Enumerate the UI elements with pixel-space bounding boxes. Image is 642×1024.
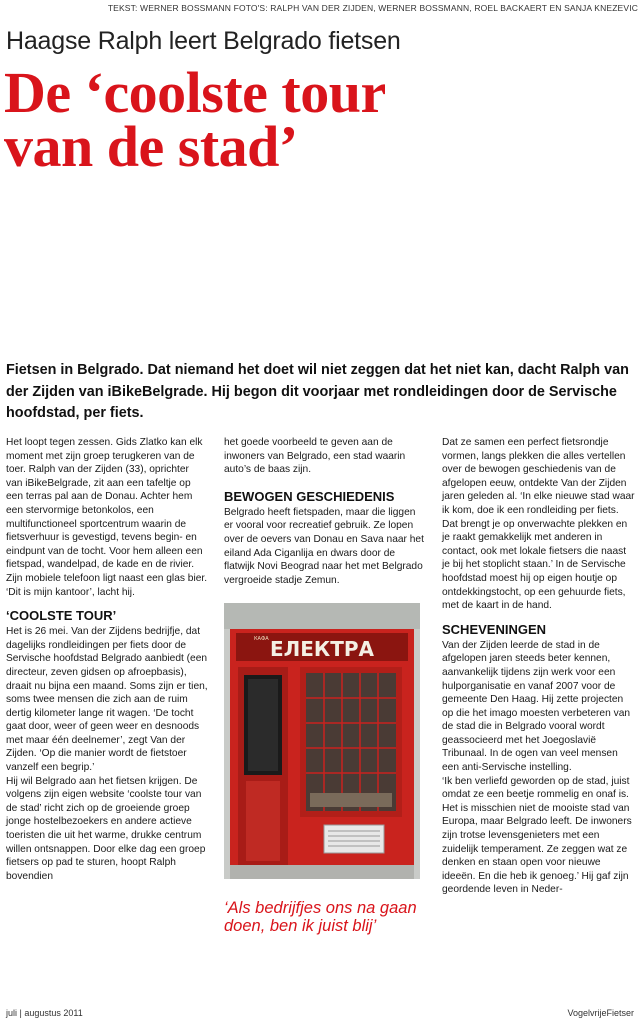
pull-quote: ‘Als bedrijfjes ons na gaan doen, ben ik juist blij’ (224, 899, 417, 936)
paragraph: Dat ze samen een perfect fietsrondje vormen, langs plekken die alles vertellen over de bewogen geschiedenis van de afgelopen eeuw, ontdekte Van der Zijden jaren geleden al. ‘In elke nieuwe stad waar ik kom, doe ik een rondleiding per fiets. Dat brengt je op onverwachte plekken en je raakt gemakkelijk met anderen in contact, ook met lokale fietsers die naast je bij het stoplicht staan.’ In de Servische hoofdstad moest hij op eigen houtje op ontdekkingstocht, op een gehuurde fiets, met de kaart in de hand. (442, 437, 635, 612)
article-headline (4, 60, 624, 179)
headline-line-2: van de stad’ (4, 114, 298, 179)
paragraph: het goede voorbeeld te geven aan de inwoners van Belgrado, een stad waarin auto’s de baas zijn. (224, 437, 406, 476)
paragraph: ‘Ik ben verliefd geworden op de stad, juist omdat ze een beetje rommelig en onaf is. Het is misschien niet de mooiste stad van Europa, maar Belgrado leeft. De inwoners zijn trotse levensgenieters met een zuidelijk temperament. Ze zeggen wat ze denken en staan open voor nieuwe ideeën. En die heb ik genoeg.’ Hij gaf zijn geordende leven in Neder- (442, 775, 632, 896)
article-intro: Fietsen in Belgrado. Dat niemand het doet wil niet zeggen dat het niet kan, dacht Ralph van der Zijden van iBikeBelgrade. Hij begon dit voorjaar met rondleidingen door de Servische hoofdstad, per fiets. (6, 362, 629, 421)
column-1 (6, 436, 208, 883)
shop-facade-illustration (224, 603, 420, 879)
subheading-bewogen-geschiedenis: BEWOGEN GESCHIEDENIS (224, 488, 395, 504)
article-kicker: Haagse Ralph leert Belgrado fietsen (6, 27, 401, 55)
footer-magazine-name: VogelvrijeFietser (567, 1008, 634, 1018)
paragraph: Van der Zijden leerde de stad in de afgelopen jaren steeds beter kennen, aanvankelijk tijdens zijn werk voor een hulporganisatie en vanaf 2007 voor de gemeente Den Haag. Hij zette projecten op die het imago moesten verbeteren van de stad die in Belgrado vooral wordt geassocieerd met het Joegoslavië Tribunaal. In de ogen van veel mensen een anti-Servische instelling. (442, 639, 631, 774)
paragraph: Hij wil Belgrado aan het fietsen krijgen. De volgens zijn eigen website ‘coolste tour van de stad’ richt zich op de groeiende groep jonge hostelbezoekers en andere actieve toeristen die uit het warme, drukke centrum willen ontsnappen. Door elke dag een groep fietsers op pad te sturen, hoopt Ralph bovendien (6, 775, 206, 882)
column-3 (442, 436, 636, 897)
headline-line-1: De ‘coolste tour (4, 60, 386, 125)
photo-credits: TEKST: WERNER BOSSMANN FOTO'S: RALPH VAN DER ZIJDEN, WERNER BOSSMANN, ROEL BACKAERT EN SANJA KNEZEVIC (107, 3, 638, 13)
shop-photo (224, 603, 420, 879)
photo-sign-text: ЕЛЕКТРА (269, 637, 375, 662)
subheading-coolste-tour: ‘COOLSTE TOUR’ (6, 608, 117, 624)
photo-sign-small: КАФА (254, 636, 269, 643)
paragraph: Het loopt tegen zessen. Gids Zlatko kan elk moment met zijn groep terugkeren van de toer. Ralph van der Zijden (33), oprichter van iBikeBelgrade, zit aan een tafeltje op een terras pal aan de Donau. Achter hem een stervormige betonkolos, een multifunctioneel sportcentrum waarin de fietsverhuur is gevestigd, tevens begin- en eindpunt van de tocht. Voor hem alleen een fietspad, wandelpad, de kade en de rivier. Zijn mobiele telefoon ligt naast een glas bier. ‘Dit is mijn kantoor’, lacht hij. (6, 437, 208, 598)
paragraph: Belgrado heeft fietspaden, maar die liggen er vooral voor recreatief gebruik. Ze lopen over de oevers van Donau en Sava naar het eiland Ada Ciganlija en dwars door de flatwijk Novi Beograd naar het met Belgrado vergroeide stadje Zemun. (224, 506, 424, 586)
column-2 (224, 436, 424, 935)
footer-issue-date: juli | augustus 2011 (6, 1008, 83, 1018)
paragraph: Het is 26 mei. Van der Zijdens bedrijfje, dat dagelijks rondleidingen per fiets door de Servische hoofdstad Belgrado aanbiedt (een directeur, zeven gidsen op afroepbasis), draait nu bijna een maand. Soms zijn er tien, soms twee mensen die zich aan de ruim dertig kilometer lange rit wagen. ‘De tocht gaat door, weer of geen weer en desnoods met maar één deelnemer’, zegt Van der Zijden. ‘Op die manier wordt de fietstoer vanzelf een begrip.’ (6, 626, 208, 774)
subheading-scheveningen: SCHEVENINGEN (442, 621, 547, 637)
